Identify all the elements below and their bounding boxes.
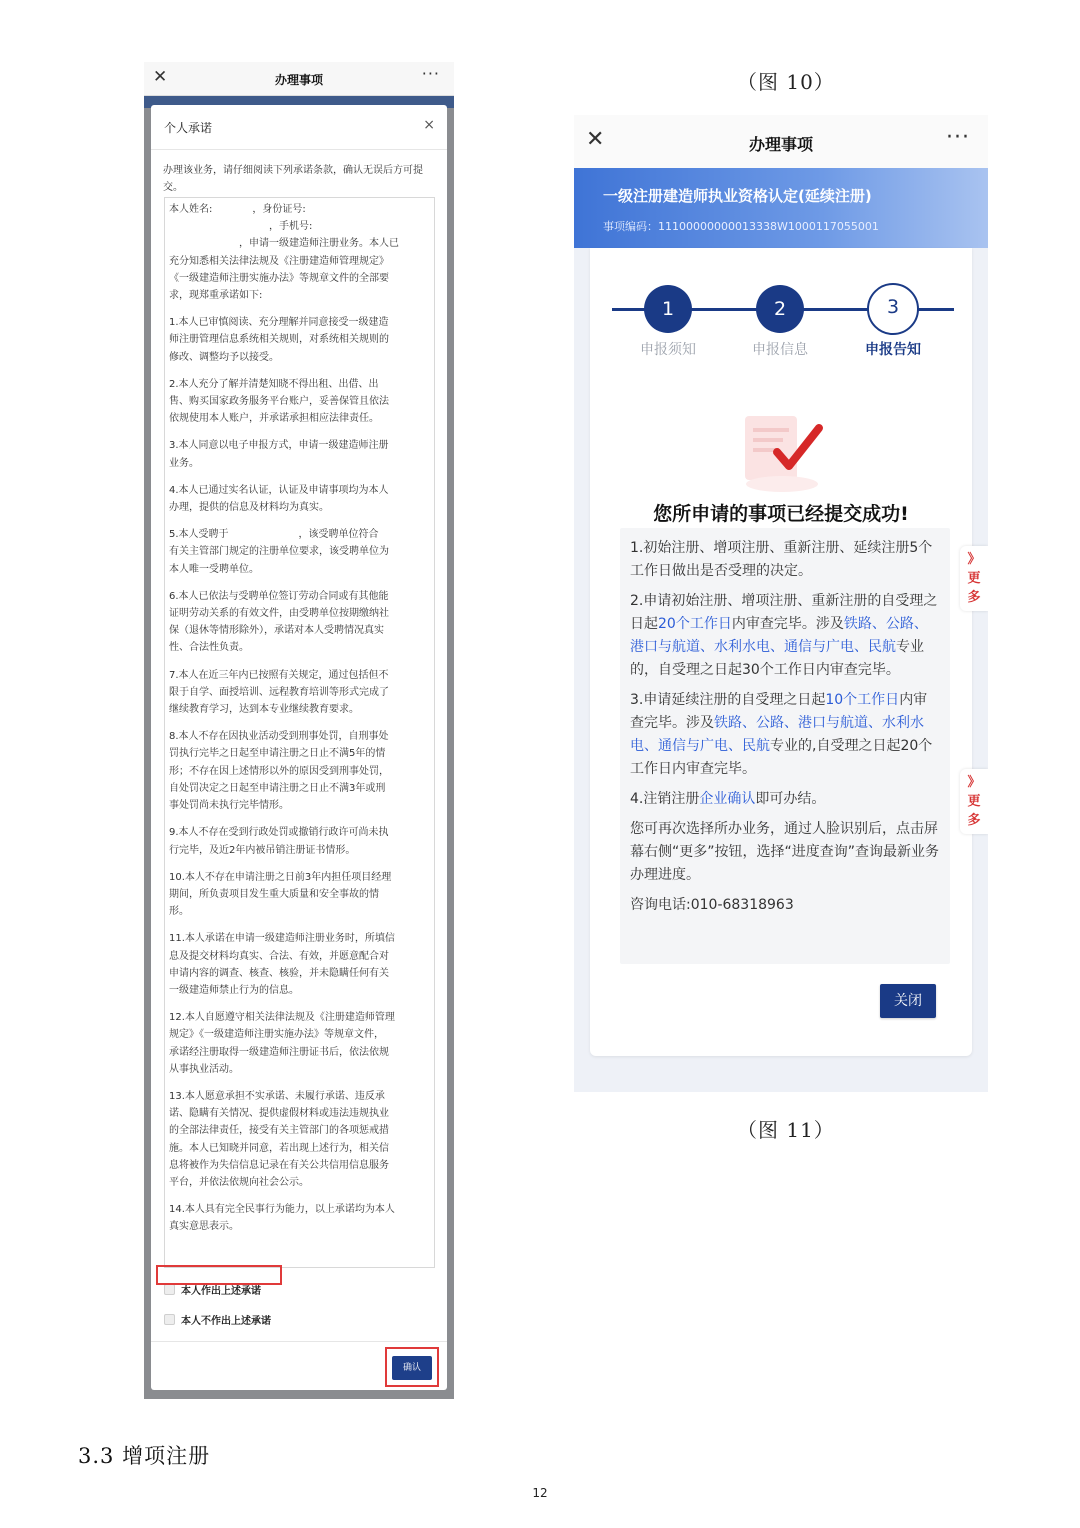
dialog-intro: 办理该业务，请仔细阅读下列承诺条款，确认无误后方可提交。	[163, 165, 423, 193]
clause-line: 诺、隐瞒有关情况、提供虚假材料或违法违规执业	[169, 1108, 389, 1120]
commitment-clause-1	[165, 314, 434, 366]
commitment-clause-7	[165, 667, 434, 719]
clause-line: 2.本人充分了解并清楚知晓不得出租、出借、出	[169, 378, 379, 390]
close-icon[interactable]: ✕	[586, 127, 605, 152]
consult-phone-link[interactable]: 咨询电话:010-68318963	[630, 897, 794, 913]
commitment-clause-3	[165, 437, 434, 471]
commitment-header-line: ，申请一级建造师注册业务。本人已	[169, 238, 399, 250]
page-number: 12	[532, 1486, 548, 1500]
side-more-label: 》 更 多	[967, 552, 981, 605]
clause-line: 依规使用本人账户，并承诺承担相应法律责任。	[169, 413, 379, 425]
more-icon[interactable]: ···	[946, 125, 970, 150]
notice-item-5: 您可再次选择所办业务，通过人脸识别后，点击屏幕右侧“更多”按钮，选择“进度查询”查询最新业务办理进度。	[630, 821, 940, 883]
clause-line: 承诺经注册取得一级建造师注册证书后，依法依规	[169, 1046, 389, 1058]
clause-line: 12.本人自愿遵守相关法律法规及《注册建造师管理	[169, 1012, 395, 1024]
success-check-icon	[737, 406, 827, 496]
commitment-text-box[interactable]	[164, 197, 435, 1268]
clause-line: 事处罚尚未执行完毕情形。	[169, 800, 289, 812]
clause-line: 7.本人在近三年内已按照有关规定，通过包括但不	[169, 669, 389, 681]
clause-line: 施。本人已知晓并同意，若出现上述行为，相关信	[169, 1142, 389, 1154]
service-code: 事项编码：11100000000013338W1000117055001	[603, 220, 879, 233]
clause-line: 8.本人不存在因执业活动受到刑事处罚，自刑事处	[169, 731, 389, 743]
notice-item-2: 2.申请初始注册、增项注册、重新注册的自受理之日起20个工作日内审查完毕。涉及铁路、公路、港口与航道、水利水电、通信与广电、民航专业的，自受理之日起30个工作日内审查完毕。	[630, 593, 938, 678]
side-more-button-2[interactable]	[960, 769, 988, 834]
more-icon[interactable]: ···	[421, 64, 440, 83]
notice-item-1: 1.初始注册、增项注册、重新注册、延续注册5个工作日做出是否受理的决定。	[630, 540, 933, 579]
clause-line: 息及提交材料均真实、合法、有效，并愿意配合对	[169, 950, 389, 962]
success-title: 您所申请的事项已经提交成功!	[653, 503, 909, 525]
commitment-clause-5	[165, 526, 434, 578]
clause-line: 一级建造师禁止行为的信息。	[169, 984, 299, 996]
commitment-screenshot	[144, 62, 454, 1399]
disagree-option[interactable]	[164, 1312, 271, 1327]
clause-line: 修改、调整均予以接受。	[169, 351, 279, 363]
dialog-title: 个人承诺	[164, 121, 213, 135]
agree-highlight-box	[156, 1265, 282, 1285]
clause-line: 13.本人愿意承担不实承诺、未履行承诺、违反承	[169, 1090, 385, 1102]
clause-line: 息将被作为失信信息记录在有关公共信用信息服务	[169, 1159, 389, 1171]
right-top-bar	[574, 115, 988, 168]
commitment-header-line: ，手机号:	[169, 221, 313, 233]
section-heading: 3.3 增项注册	[78, 1444, 211, 1468]
step-2-label: 申报信息	[752, 342, 808, 358]
agree-checkbox[interactable]	[164, 1284, 175, 1295]
clause-line: 限于自学、面授培训、远程教育培训等形式完成了	[169, 686, 389, 698]
notice-item-4: 4.注销注册企业确认即可办结。	[630, 791, 826, 807]
confirm-button[interactable]: 确认	[392, 1356, 432, 1380]
step-2-circle: 2	[756, 285, 804, 333]
result-card	[590, 248, 972, 1056]
commitment-header-line: 本人姓名: ，身份证号:	[169, 204, 306, 215]
step-1-label: 申报须知	[640, 342, 696, 358]
clause-line: 性、合法性负责。	[169, 642, 249, 654]
commitment-clause-8	[165, 728, 434, 814]
step-3-label: 申报告知	[865, 342, 921, 358]
clause-line: 规定》《一级建造师注册实施办法》等规章文件，	[169, 1029, 384, 1041]
clause-line: 1.本人已审慎阅读、充分理解并同意接受一级建造	[169, 317, 389, 329]
enterprise-confirm-link[interactable]: 企业确认	[699, 791, 756, 807]
commitment-clause-9	[165, 824, 434, 858]
clause-line: 14.本人具有完全民事行为能力，以上承诺均为本人	[169, 1204, 395, 1216]
clause-line: 从事执业活动。	[169, 1063, 239, 1075]
left-top-bar	[144, 62, 454, 96]
step-3-circle: 3	[867, 283, 919, 335]
clause-line: 6.本人已依法与受聘单位签订劳动合同或有其他能	[169, 590, 389, 602]
clause-line: 10.本人不存在申请注册之日前3年内担任项目经理	[169, 871, 392, 883]
clause-line: 售、购买国家政务服务平台账户，妥善保管且依法	[169, 396, 389, 408]
clause-line: 继续教育学习，达到本专业继续教育要求。	[169, 704, 359, 716]
clause-line: 形；不存在因上述情形以外的原因受到刑事处罚，	[169, 765, 389, 777]
agree-label: 本人作出上述承诺	[181, 1286, 261, 1297]
figure-11-caption: （图 11）	[737, 1118, 835, 1142]
clause-line: 期间，所负责项目发生重大质量和安全事故的情	[169, 888, 379, 900]
commitment-clause-6	[165, 588, 434, 657]
notice-item-3: 3.申请延续注册的自受理之日起10个工作日内审查完毕。涉及铁路、公路、港口与航道、水利水电、通信与广电、民航专业的,自受理之日起20个工作日内审查完毕。	[630, 692, 933, 777]
footer-divider	[151, 1341, 447, 1342]
commitment-header-line: 《一级建造师注册实施办法》等规章文件的全部要	[169, 272, 389, 284]
clause-line: 自处罚决定之日起至申请注册之日止不满3年或刑	[169, 782, 386, 794]
clause-line: 师注册管理信息系统相关规则，对系统相关规则的	[169, 334, 389, 346]
clause-line: 行完毕，及近2年内被吊销注册证书情形。	[169, 844, 356, 856]
disagree-label: 本人不作出上述承诺	[181, 1316, 271, 1327]
clause-line: 4.本人已通过实名认证，认证及申请事项均为本人	[169, 484, 389, 496]
commitment-clause-2	[165, 376, 434, 428]
clause-line: 本人唯一受聘单位。	[169, 563, 259, 575]
clause-line: 9.本人不存在受到行政处罚或撤销行政许可尚未执	[169, 827, 389, 839]
clause-line: 有关主管部门规定的注册单位要求，该受聘单位为	[169, 546, 389, 558]
dialog-header	[151, 105, 447, 150]
step-1-circle: 1	[644, 285, 692, 333]
close-button[interactable]: 关闭	[880, 984, 936, 1018]
clause-line: 办理，提供的信息及材料均为真实。	[169, 502, 329, 514]
commitment-header-line: 充分知悉相关法律法规及《注册建造师管理规定》	[169, 255, 389, 267]
commitment-clause-12	[165, 1009, 434, 1078]
service-title: 一级注册建造师执业资格认定(延续注册)	[603, 187, 872, 205]
clause-line: 罚执行完毕之日起至申请注册之日止不满5年的情	[169, 748, 386, 760]
submission-success-screenshot	[574, 115, 988, 1092]
clause-line: 平台，并依法依规向社会公示。	[169, 1176, 309, 1188]
commitment-clause-14	[165, 1201, 434, 1235]
left-window-title: 办理事项	[274, 73, 323, 87]
side-more-label: 》 更 多	[967, 775, 981, 828]
confirm-highlight-box	[385, 1347, 439, 1387]
commitment-clause-10	[165, 869, 434, 921]
notice-box	[620, 528, 950, 964]
clause-line: 保（退休等情形除外），承诺对本人受聘情况真实	[169, 625, 384, 637]
commitment-clause-11	[165, 930, 434, 999]
clause-line: 形。	[169, 906, 189, 918]
clause-line: 5.本人受聘于 ，该受聘单位符合	[169, 529, 379, 541]
commitment-header-line: 求，现郑重承诺如下:	[169, 290, 263, 302]
commitment-header	[165, 198, 434, 304]
clause-line: 3.本人同意以电子申报方式，申请一级建造师注册	[169, 440, 389, 452]
clause-line: 真实意思表示。	[169, 1221, 239, 1233]
close-icon[interactable]: ✕	[153, 67, 168, 87]
clause-line: 的全部法律责任，接受有关主管部门的各项惩戒措	[169, 1125, 389, 1137]
dialog-close-icon[interactable]: ×	[423, 117, 435, 133]
commitment-clause-13	[165, 1088, 434, 1191]
disagree-checkbox[interactable]	[164, 1314, 175, 1325]
commitment-clause-4	[165, 482, 434, 516]
right-window-title: 办理事项	[748, 135, 813, 154]
clause-line: 申请内容的调查、核查、核验，并未隐瞒任何有关	[169, 967, 389, 979]
clause-line: 业务。	[169, 457, 199, 469]
side-more-button-1[interactable]	[960, 546, 988, 611]
figure-10-caption: （图 10）	[737, 70, 835, 94]
service-banner	[574, 168, 988, 248]
clause-line: 证明劳动关系的有效文件，由受聘单位按期缴纳社	[169, 608, 389, 620]
clause-line: 11.本人承诺在申请一级建造师注册业务时，所填信	[169, 933, 395, 945]
commitment-dialog	[151, 105, 447, 1390]
